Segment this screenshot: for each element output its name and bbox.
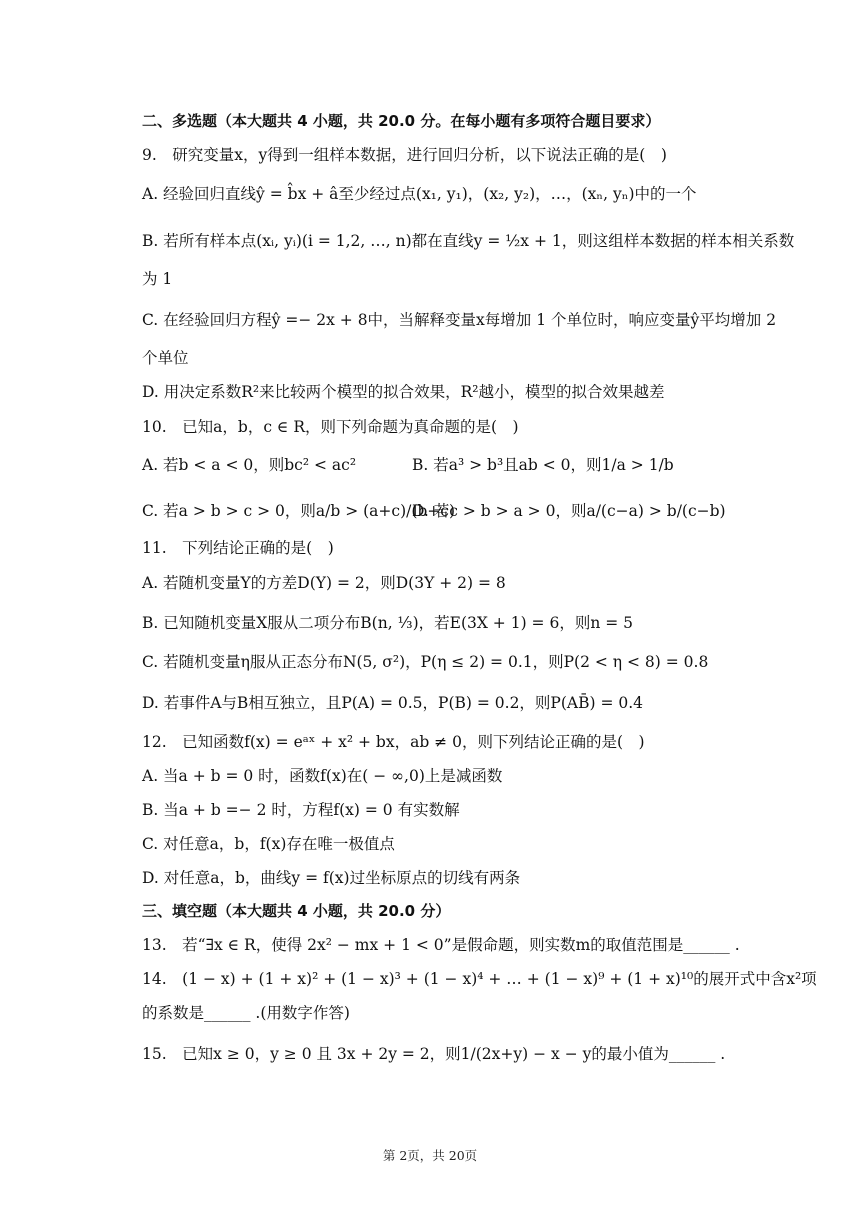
question-9-option-a: A. 经验回归直线ŷ = b̂x + â至少经过点(x₁, y₁)，(x₂, y₂)，…，(xₙ, yₙ)中的一个 (142, 185, 697, 203)
section-title-fill-in: 三、填空题（本大题共 4 小题，共 20.0 分） (142, 902, 451, 920)
question-12-option-c: C. 对任意a，b，f(x)存在唯一极值点 (142, 835, 395, 853)
section-title-multiple-choice: 二、多选题（本大题共 4 小题，共 20.0 分。在每小题有多项符合题目要求） (142, 112, 661, 130)
question-15: 15. 已知x ≥ 0，y ≥ 0 且 3x + 2y = 2，则1/(2x+y) − x − y的最小值为______ . (142, 1045, 726, 1063)
question-10-option-c: C. 若a > b > c > 0，则a/b > (a+c)/(b+c) (142, 502, 456, 520)
question-11-option-a: A. 若随机变量Y的方差D(Y) = 2，则D(3Y + 2) = 8 (142, 574, 506, 592)
question-12-option-b: B. 当a + b =− 2 时，方程f(x) = 0 有实数解 (142, 801, 460, 819)
question-14-line2: 的系数是______ .(用数字作答) (142, 1004, 350, 1022)
question-9-option-c-line2: 个单位 (142, 349, 189, 367)
question-11-option-b: B. 已知随机变量X服从二项分布B(n, ⅓)，若E(3X + 1) = 6，则n = 5 (142, 614, 634, 632)
question-14-line1: 14. (1 − x) + (1 + x)² + (1 − x)³ + (1 − x)⁴ + … + (1 − x)⁹ + (1 + x)¹⁰的展开式中含x²项 (142, 970, 817, 988)
question-9-option-d: D. 用决定系数R²来比较两个模型的拟合效果，R²越小，模型的拟合效果越差 (142, 383, 665, 401)
question-10-stem: 10. 已知a，b，c ∈ R，则下列命题为真命题的是( ) (142, 418, 519, 436)
question-10-option-b: B. 若a³ > b³且ab < 0，则1/a > 1/b (412, 456, 674, 474)
question-9-option-b-line2: 为 1 (142, 270, 173, 288)
question-11-option-c: C. 若随机变量η服从正态分布N(5, σ²)，P(η ≤ 2) = 0.1，则P(2 < η < 8) = 0.8 (142, 653, 709, 671)
question-12-stem: 12. 已知函数f(x) = eᵃˣ + x² + bx，ab ≠ 0，则下列结论正确的是( ) (142, 733, 645, 751)
page-footer: 第 2页，共 20页 (382, 1148, 478, 1163)
question-12-option-d: D. 对任意a，b，曲线y = f(x)过坐标原点的切线有两条 (142, 869, 521, 887)
question-13: 13. 若“∃x ∈ R，使得 2x² − mx + 1 < 0”是假命题，则实数m的取值范围是______ . (142, 936, 740, 954)
question-9-option-c-line1: C. 在经验回归方程ŷ =− 2x + 8中，当解释变量x每增加 1 个单位时，响应变量ŷ平均增加 2 (142, 311, 777, 329)
question-10-option-a: A. 若b < a < 0，则bc² < ac² (142, 456, 357, 474)
question-12-option-a: A. 当a + b = 0 时，函数f(x)在( − ∞,0)上是减函数 (142, 767, 503, 785)
question-11-stem: 11. 下列结论正确的是( ) (142, 539, 334, 557)
question-10-option-d: D. 若c > b > a > 0，则a/(c−a) > b/(c−b) (412, 502, 726, 520)
question-9-stem: 9. 研究变量x，y得到一组样本数据，进行回归分析，以下说法正确的是( ) (142, 146, 667, 164)
question-9-option-b-line1: B. 若所有样本点(xᵢ, yᵢ)(i = 1,2, …, n)都在直线y = ½x + 1，则这组样本数据的样本相关系数 (142, 232, 795, 250)
question-11-option-d: D. 若事件A与B相互独立，且P(A) = 0.5，P(B) = 0.2，则P(AB̄) = 0.4 (142, 694, 644, 712)
